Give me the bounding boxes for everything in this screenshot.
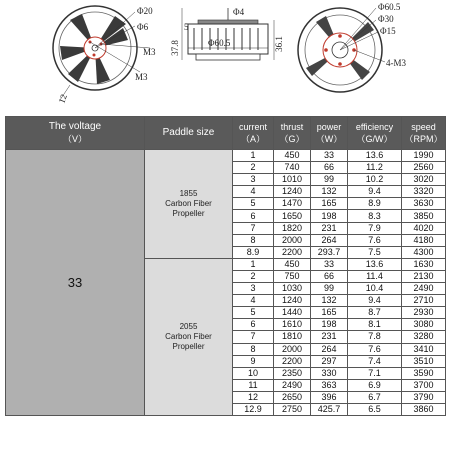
- power-cell: 425.7: [311, 403, 348, 415]
- power-cell: 99: [311, 283, 348, 295]
- current-cell: 8.9: [233, 246, 274, 258]
- dim-37-8: 37.8: [170, 40, 180, 56]
- speed-cell: 1990: [402, 150, 446, 162]
- paddle-size-line: Propeller: [172, 341, 205, 351]
- current-cell: 3: [233, 283, 274, 295]
- table-row: [6, 150, 446, 162]
- thrust-cell: 750: [274, 270, 311, 282]
- side-view: [170, 7, 284, 60]
- header-paddle-size: Paddle size: [145, 117, 233, 150]
- paddle-size-line: Propeller: [172, 208, 205, 218]
- current-cell: 6: [233, 319, 274, 331]
- power-cell: 198: [311, 210, 348, 222]
- speed-cell: 3320: [402, 186, 446, 198]
- speed-cell: 1630: [402, 258, 446, 270]
- speed-cell: 3630: [402, 198, 446, 210]
- current-cell: 3: [233, 174, 274, 186]
- motor-technical-drawings: [0, 0, 450, 112]
- speed-cell: 3280: [402, 331, 446, 343]
- efficiency-cell: 9.4: [348, 186, 402, 198]
- dim-phi30: Φ30: [378, 14, 394, 24]
- efficiency-cell: 7.5: [348, 246, 402, 258]
- speed-cell: 2560: [402, 162, 446, 174]
- speed-cell: 2130: [402, 270, 446, 282]
- efficiency-cell: 7.8: [348, 331, 402, 343]
- paddle-size-line: 1855: [179, 188, 198, 198]
- speed-cell: 3850: [402, 210, 446, 222]
- thrust-cell: 1030: [274, 283, 311, 295]
- dim-m3-b: M3: [135, 72, 148, 82]
- speed-cell: 3410: [402, 343, 446, 355]
- power-cell: 165: [311, 307, 348, 319]
- current-cell: 4: [233, 186, 274, 198]
- current-cell: 2: [233, 162, 274, 174]
- dim-phi20: Φ20: [137, 6, 153, 16]
- power-cell: 231: [311, 331, 348, 343]
- header-power: power （W）: [311, 117, 348, 150]
- header-current: current （A）: [233, 117, 274, 150]
- speed-cell: 4020: [402, 222, 446, 234]
- thrust-cell: 740: [274, 162, 311, 174]
- current-cell: 1: [233, 258, 274, 270]
- power-cell: 66: [311, 270, 348, 282]
- thrust-cell: 2490: [274, 379, 311, 391]
- dim-m3-a: M3: [143, 47, 156, 57]
- efficiency-cell: 11.2: [348, 162, 402, 174]
- power-cell: 33: [311, 150, 348, 162]
- efficiency-cell: 7.4: [348, 355, 402, 367]
- efficiency-cell: 7.1: [348, 367, 402, 379]
- dim-4-m3: 4-M3: [386, 58, 406, 68]
- current-cell: 8: [233, 343, 274, 355]
- thrust-cell: 1810: [274, 331, 311, 343]
- current-cell: 2: [233, 270, 274, 282]
- paddle-size-cell: [145, 258, 233, 415]
- dim-phi60-5-side: Φ60.5: [208, 38, 231, 48]
- power-cell: 264: [311, 234, 348, 246]
- current-cell: 12.9: [233, 403, 274, 415]
- power-cell: 198: [311, 319, 348, 331]
- table-header-row: [6, 117, 446, 150]
- power-cell: 293.7: [311, 246, 348, 258]
- thrust-cell: 2750: [274, 403, 311, 415]
- power-cell: 66: [311, 162, 348, 174]
- efficiency-cell: 10.2: [348, 174, 402, 186]
- efficiency-cell: 13.6: [348, 258, 402, 270]
- power-cell: 132: [311, 186, 348, 198]
- thrust-cell: 450: [274, 150, 311, 162]
- table-body: [6, 150, 446, 416]
- speed-cell: 4300: [402, 246, 446, 258]
- efficiency-cell: 13.6: [348, 150, 402, 162]
- paddle-size-cell: [145, 150, 233, 259]
- dim-12: 12: [56, 92, 69, 105]
- header-speed: speed （RPM）: [402, 117, 446, 150]
- paddle-size-line: Carbon Fiber: [165, 198, 212, 208]
- power-cell: 33: [311, 258, 348, 270]
- power-cell: 132: [311, 295, 348, 307]
- speed-cell: 4180: [402, 234, 446, 246]
- efficiency-cell: 7.6: [348, 234, 402, 246]
- speed-cell: 2930: [402, 307, 446, 319]
- efficiency-cell: 7.9: [348, 222, 402, 234]
- efficiency-cell: 9.4: [348, 295, 402, 307]
- current-cell: 5: [233, 198, 274, 210]
- thrust-cell: 2200: [274, 246, 311, 258]
- current-cell: 11: [233, 379, 274, 391]
- dim-36-1: 36.1: [274, 36, 284, 52]
- motor-test-table: [5, 116, 446, 416]
- thrust-cell: 2650: [274, 391, 311, 403]
- speed-cell: 3510: [402, 355, 446, 367]
- thrust-cell: 1010: [274, 174, 311, 186]
- thrust-cell: 450: [274, 258, 311, 270]
- current-cell: 9: [233, 355, 274, 367]
- power-cell: 231: [311, 222, 348, 234]
- dim-phi4: Φ4: [233, 7, 245, 17]
- power-cell: 297: [311, 355, 348, 367]
- power-cell: 99: [311, 174, 348, 186]
- header-voltage: The voltage （V）: [6, 117, 145, 150]
- thrust-cell: 1240: [274, 186, 311, 198]
- speed-cell: 3860: [402, 403, 446, 415]
- base-view: [298, 2, 406, 92]
- efficiency-cell: 7.6: [348, 343, 402, 355]
- speed-cell: 2710: [402, 295, 446, 307]
- current-cell: 6: [233, 210, 274, 222]
- speed-cell: 3080: [402, 319, 446, 331]
- speed-cell: 3700: [402, 379, 446, 391]
- efficiency-cell: 11.4: [348, 270, 402, 282]
- power-cell: 330: [311, 367, 348, 379]
- power-cell: 363: [311, 379, 348, 391]
- thrust-cell: 2000: [274, 343, 311, 355]
- current-cell: 5: [233, 307, 274, 319]
- thrust-cell: 2000: [274, 234, 311, 246]
- dim-phi6: Φ6: [137, 22, 149, 32]
- speed-cell: 3590: [402, 367, 446, 379]
- efficiency-cell: 8.7: [348, 307, 402, 319]
- speed-cell: 3020: [402, 174, 446, 186]
- current-cell: 7: [233, 331, 274, 343]
- speed-cell: 3790: [402, 391, 446, 403]
- current-cell: 10: [233, 367, 274, 379]
- current-cell: 12: [233, 391, 274, 403]
- dim-phi15: Φ15: [380, 26, 396, 36]
- power-cell: 165: [311, 198, 348, 210]
- thrust-cell: 2200: [274, 355, 311, 367]
- current-cell: 4: [233, 295, 274, 307]
- paddle-size-line: Carbon Fiber: [165, 331, 212, 341]
- efficiency-cell: 6.7: [348, 391, 402, 403]
- dim-phi60-5: Φ60.5: [378, 2, 401, 12]
- thrust-cell: 1240: [274, 295, 311, 307]
- thrust-cell: 1440: [274, 307, 311, 319]
- voltage-cell: 33: [6, 150, 145, 416]
- header-efficiency: efficiency （G/W）: [348, 117, 402, 150]
- thrust-cell: 1650: [274, 210, 311, 222]
- power-cell: 264: [311, 343, 348, 355]
- efficiency-cell: 8.9: [348, 198, 402, 210]
- dim-5: 5: [184, 22, 189, 32]
- efficiency-cell: 6.9: [348, 379, 402, 391]
- thrust-cell: 1820: [274, 222, 311, 234]
- current-cell: 8: [233, 234, 274, 246]
- current-cell: 1: [233, 150, 274, 162]
- thrust-cell: 1470: [274, 198, 311, 210]
- efficiency-cell: 8.1: [348, 319, 402, 331]
- efficiency-cell: 8.3: [348, 210, 402, 222]
- prop-mount-view: [53, 6, 156, 105]
- header-thrust: thrust （G）: [274, 117, 311, 150]
- efficiency-cell: 10.4: [348, 283, 402, 295]
- current-cell: 7: [233, 222, 274, 234]
- speed-cell: 2490: [402, 283, 446, 295]
- paddle-size-line: 2055: [179, 321, 198, 331]
- thrust-cell: 2350: [274, 367, 311, 379]
- efficiency-cell: 6.5: [348, 403, 402, 415]
- power-cell: 396: [311, 391, 348, 403]
- thrust-cell: 1610: [274, 319, 311, 331]
